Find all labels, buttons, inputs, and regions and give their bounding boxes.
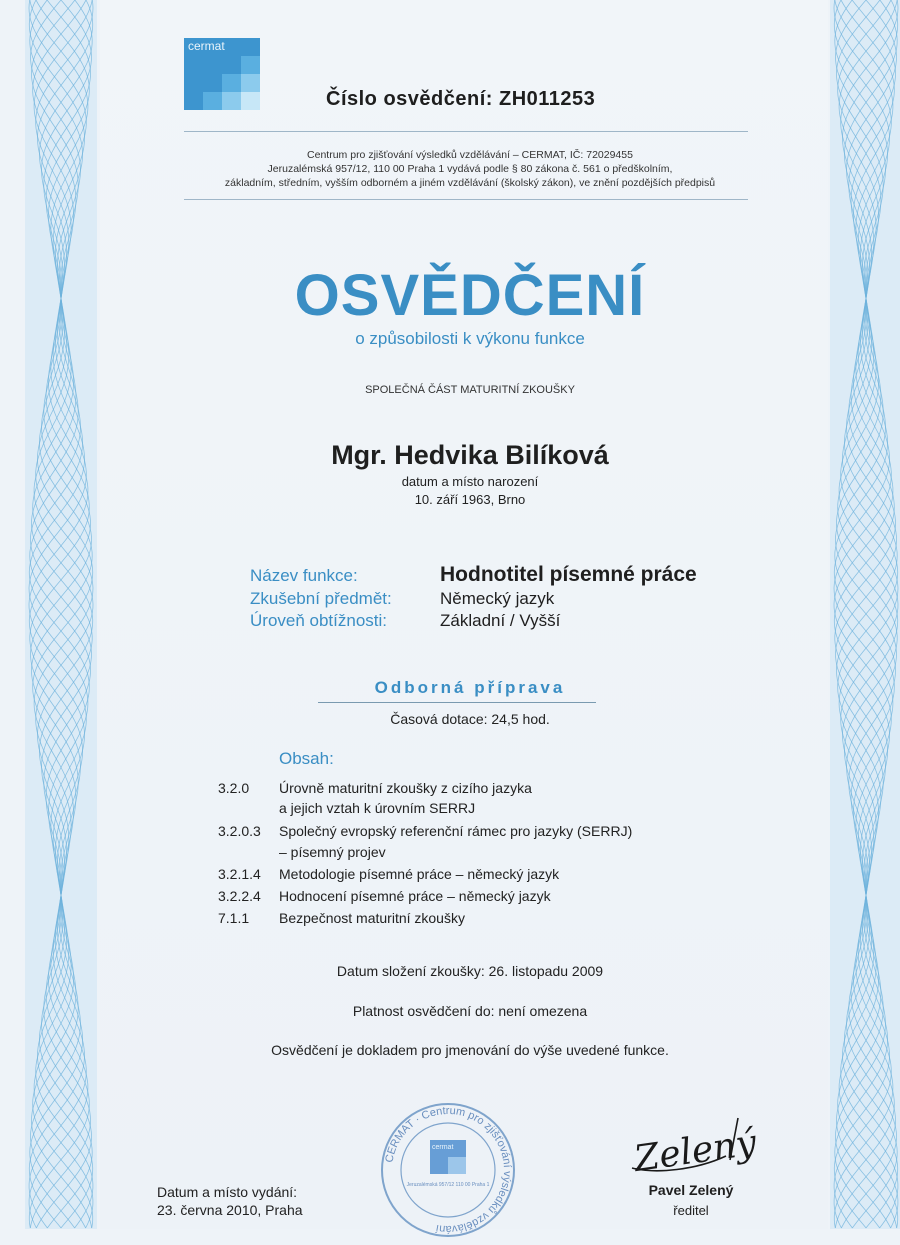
director-signature: [626, 1112, 756, 1182]
contents-code: 3.2.1.4: [218, 866, 261, 882]
certificate-title: OSVĚDČENÍ: [294, 263, 646, 328]
birth-label: datum a místo narození: [401, 474, 539, 489]
signature-text: Zelený: [631, 1122, 756, 1181]
issuer-line-3: základním, středním, vyšším odborném a jiném vzdělávání (školský zákon), ve znění pozdějších předpisů: [224, 177, 716, 189]
decorative-border-right: [830, 0, 900, 1229]
seal-text: CERMAT · Centrum pro zjišťování výsledků vzdělávání: [383, 1104, 514, 1236]
contents-item: Úrovně maturitní zkoušky z cizího jazyka: [279, 780, 532, 796]
exam-section: SPOLEČNÁ ČÁST MATURITNÍ ZKOUŠKY: [365, 384, 575, 396]
preparation-hours: Časová dotace: 24,5 hod.: [390, 711, 550, 727]
level-value: Základní / Vyšší: [440, 611, 561, 630]
certificate-subtitle: o způsobilosti k výkonu funkce: [355, 329, 585, 348]
contents-code: 3.2.2.4: [218, 888, 261, 904]
issue-date: 23. června 2010, Praha: [157, 1202, 303, 1218]
preparation-underline: [318, 702, 596, 703]
signer-name: Pavel Zelený: [648, 1182, 734, 1198]
official-seal: [378, 1100, 518, 1240]
contents-item: Bezpečnost maturitní zkoušky: [279, 910, 465, 926]
seal-logo-text: cermat: [432, 1144, 454, 1151]
cermat-logo: [184, 38, 260, 110]
issuer-line-1: Centrum pro zjišťování výsledků vzdělávání – CERMAT, IČ: 72029455: [307, 149, 633, 161]
contents-code: 7.1.1: [218, 910, 250, 926]
seal-address: Jeruzalémská 957/12 110 00 Praha 1: [406, 1182, 490, 1188]
preparation-title: Odborná příprava: [374, 678, 566, 697]
subject-value: Německý jazyk: [440, 589, 555, 608]
contents-item-continued: – písemný projev: [279, 844, 386, 860]
decorative-border-left: [25, 0, 97, 1229]
validity: Platnost osvědčení do: není omezena: [352, 1003, 588, 1019]
contents-code: 3.2.0.3: [218, 823, 261, 839]
contents-item: Společný evropský referenční rámec pro jazyky (SERRJ): [279, 823, 633, 839]
holder-name: Mgr. Hedvika Bilíková: [331, 440, 609, 470]
birth-value: 10. září 1963, Brno: [414, 492, 526, 507]
certificate-number: Číslo osvědčení: ZH011253: [326, 88, 596, 110]
contents-item-continued: a jejich vztah k úrovním SERRJ: [279, 800, 476, 816]
subject-label: Zkušební předmět:: [250, 589, 392, 608]
function-label: Název funkce:: [250, 566, 358, 585]
divider-top: [184, 131, 748, 132]
statement: Osvědčení je dokladem pro jmenování do výše uvedené funkce.: [271, 1042, 669, 1058]
issue-label: Datum a místo vydání:: [157, 1184, 298, 1200]
contents-heading: Obsah:: [279, 749, 334, 768]
contents-code: 3.2.0: [218, 780, 250, 796]
divider-bottom: [184, 199, 748, 200]
exam-date: Datum složení zkoušky: 26. listopadu 2009: [336, 963, 604, 979]
function-value: Hodnotitel písemné práce: [440, 563, 697, 586]
issuer-line-2: Jeruzalémská 957/12, 110 00 Praha 1 vydává podle § 80 zákona č. 561 o předškolním,: [267, 163, 673, 175]
contents-item: Hodnocení písemné práce – německý jazyk: [279, 888, 551, 904]
level-label: Úroveň obtížnosti:: [250, 611, 388, 630]
logo-text: cermat: [188, 39, 225, 53]
contents-item: Metodologie písemné práce – německý jazyk: [279, 866, 560, 882]
signer-role: ředitel: [673, 1203, 709, 1218]
